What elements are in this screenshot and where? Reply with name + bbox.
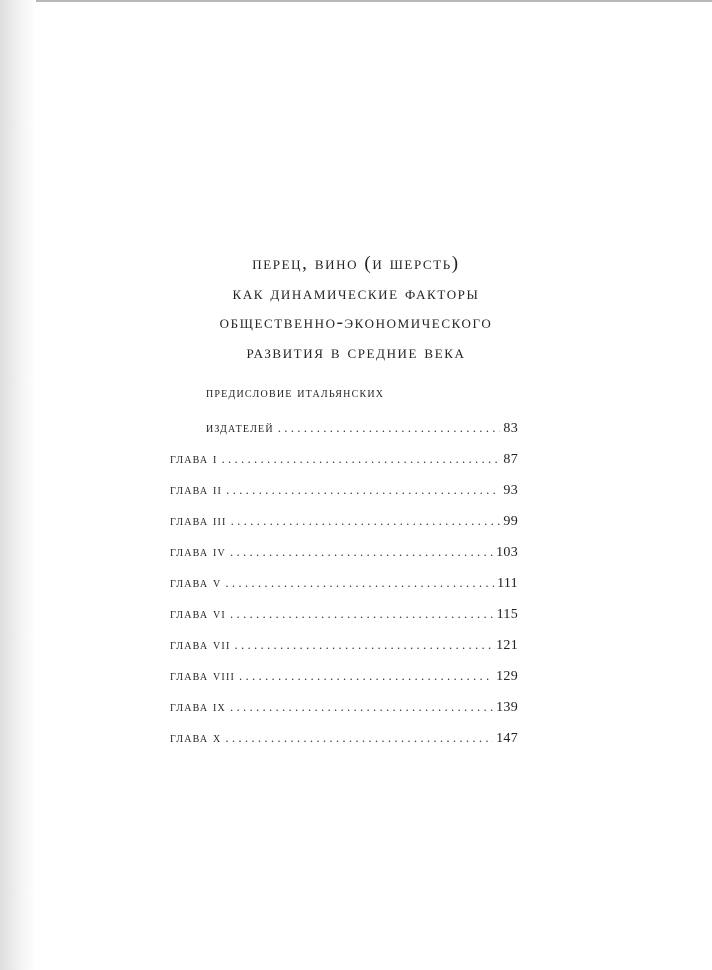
toc-entry-label: глава vii xyxy=(170,638,231,653)
toc-entry-chapter-2[interactable] xyxy=(170,482,518,504)
toc-leader-dots xyxy=(230,699,493,715)
toc-entry-label: глава ix xyxy=(170,700,226,715)
toc-entry-label: глава x xyxy=(170,731,222,746)
toc-page-number: 87 xyxy=(503,452,518,467)
toc-leader-dots xyxy=(225,730,493,746)
toc-entry-chapter-4[interactable] xyxy=(170,544,518,566)
section-title xyxy=(0,249,712,367)
toc-leader-dots xyxy=(239,668,493,684)
toc-page-number: 99 xyxy=(503,514,518,529)
toc-page-number: 83 xyxy=(503,421,518,436)
toc-entry-chapter-9[interactable] xyxy=(170,699,518,721)
toc-page-number: 111 xyxy=(497,576,518,591)
toc-leader-dots xyxy=(231,513,501,529)
title-line: развития в средние века xyxy=(246,341,466,363)
toc-entry-label: глава viii xyxy=(170,669,236,684)
toc-entry-label: глава i xyxy=(170,452,218,467)
toc-page-number: 121 xyxy=(496,638,518,653)
toc-entry-chapter-10[interactable] xyxy=(170,730,518,752)
page-gutter-shadow xyxy=(0,0,36,970)
toc-page-number: 115 xyxy=(496,607,518,622)
toc-leader-dots xyxy=(225,575,494,591)
toc-entry-preface[interactable] xyxy=(206,420,518,442)
toc-page-number: 129 xyxy=(496,669,518,684)
toc-entry-label: глава ii xyxy=(170,483,223,498)
toc-leader-dots xyxy=(230,606,494,622)
toc-page-number: 93 xyxy=(503,483,518,498)
toc-entry-label: издателей xyxy=(206,421,274,436)
toc-page-number: 147 xyxy=(496,731,518,746)
toc-entry-chapter-3[interactable] xyxy=(170,513,518,535)
toc-leader-dots xyxy=(222,451,501,467)
toc-leader-dots xyxy=(234,637,493,653)
toc-leader-dots xyxy=(226,482,500,498)
toc-entry-chapter-8[interactable] xyxy=(170,668,518,690)
toc-page-number: 139 xyxy=(496,700,518,715)
page-top-edge xyxy=(0,0,712,2)
title-line: общественно-экономического xyxy=(219,312,493,333)
toc-leader-dots xyxy=(278,420,501,436)
toc-entry-chapter-6[interactable] xyxy=(170,606,518,628)
toc-entry-chapter-1[interactable] xyxy=(170,451,518,473)
toc-entry-label: глава iv xyxy=(170,545,226,560)
toc-entry-label: глава vi xyxy=(170,607,226,622)
toc-page-number: 103 xyxy=(496,545,518,560)
toc-entry-label: глава v xyxy=(170,576,222,591)
toc-entry-label: глава iii xyxy=(170,514,227,529)
toc-preface-line1: предисловие итальянских xyxy=(206,386,385,401)
title-line: перец, вино (и шерсть) xyxy=(252,253,460,274)
toc-leader-dots xyxy=(230,544,493,560)
title-line: как динамические факторы xyxy=(232,282,480,304)
toc-entry-chapter-5[interactable] xyxy=(170,575,518,597)
toc-entry-chapter-7[interactable] xyxy=(170,637,518,659)
